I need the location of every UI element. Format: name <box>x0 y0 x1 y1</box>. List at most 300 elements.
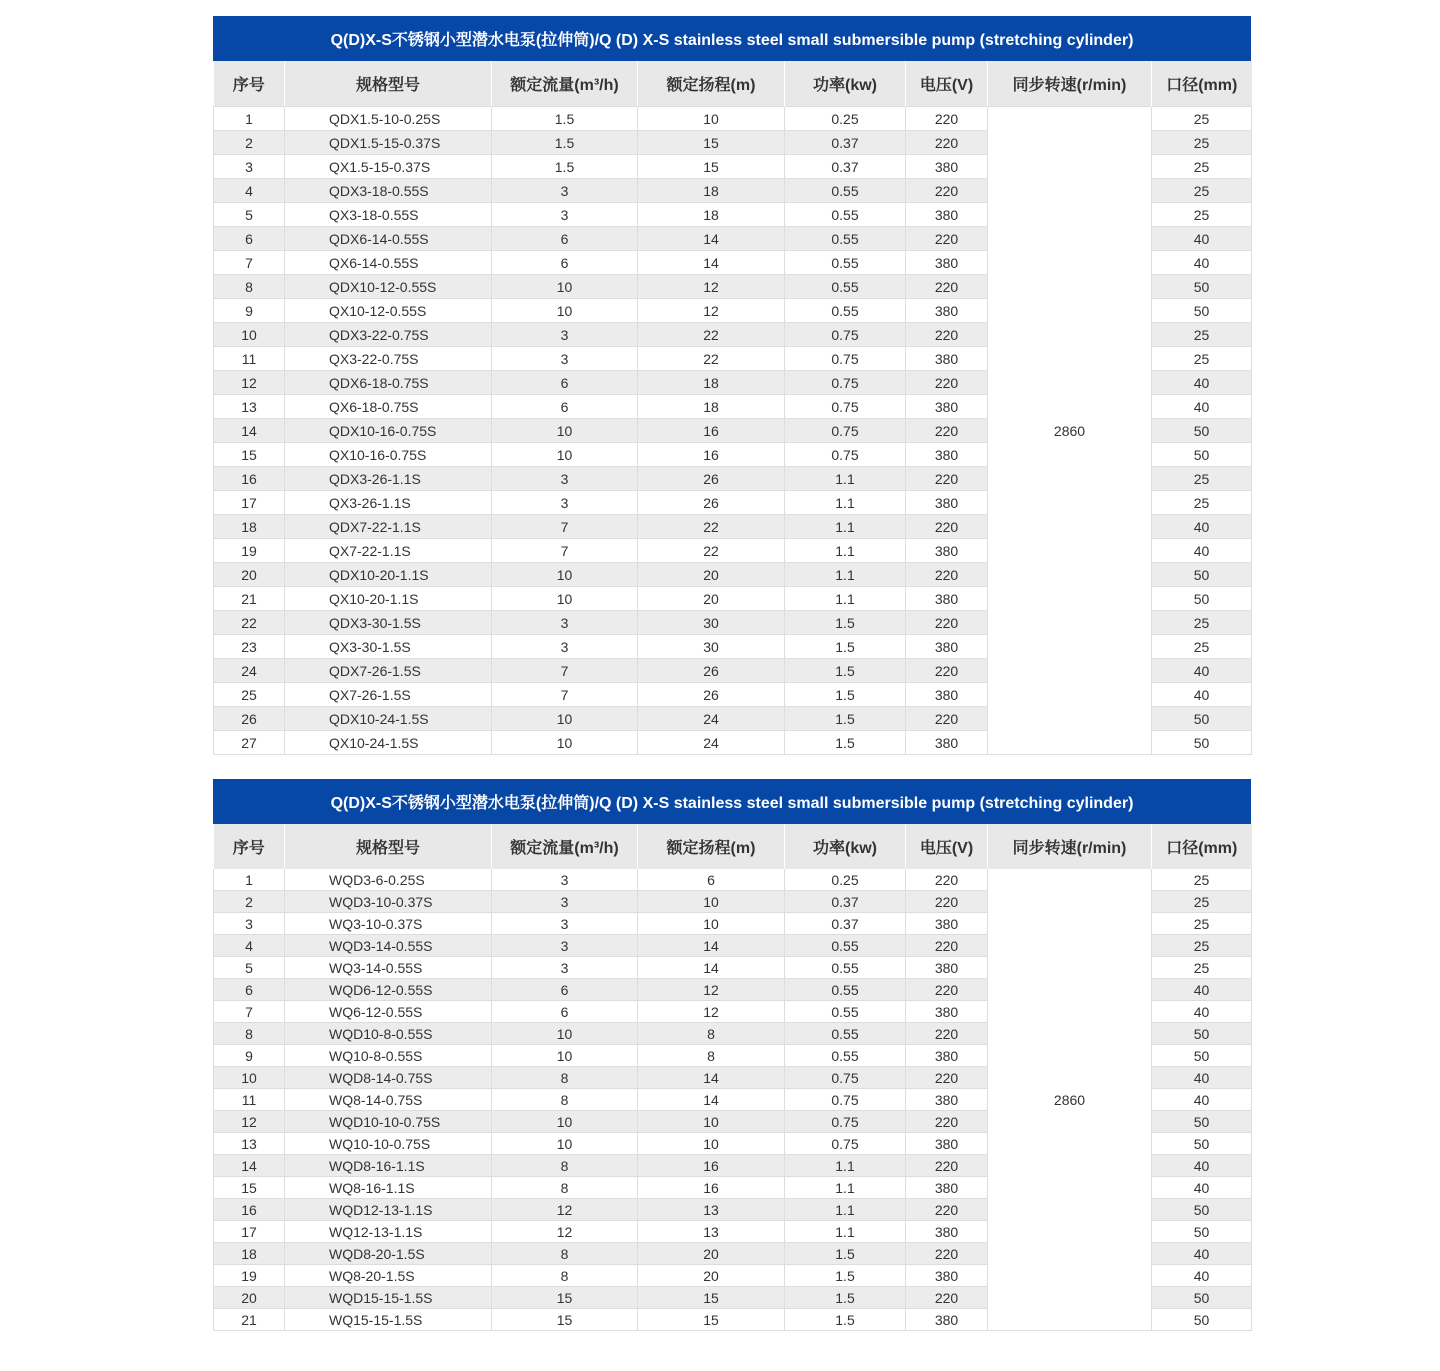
cell-caliber: 40 <box>1152 1067 1252 1089</box>
cell-head: 26 <box>638 683 785 707</box>
cell-power: 0.55 <box>785 227 906 251</box>
spec-table-2 <box>213 779 1251 1331</box>
cell-caliber: 40 <box>1152 1243 1252 1265</box>
cell-head: 20 <box>638 587 785 611</box>
header-cell: 序号 <box>214 61 285 107</box>
cell-head: 26 <box>638 659 785 683</box>
cell-flow: 8 <box>492 1155 638 1177</box>
cell-index: 19 <box>214 1265 285 1287</box>
cell-flow: 8 <box>492 1067 638 1089</box>
cell-index: 24 <box>214 659 285 683</box>
header-cell: 规格型号 <box>285 824 492 869</box>
cell-voltage: 220 <box>906 1155 988 1177</box>
cell-flow: 6 <box>492 251 638 275</box>
header-row <box>214 824 1252 869</box>
cell-caliber: 50 <box>1152 1111 1252 1133</box>
cell-flow: 10 <box>492 419 638 443</box>
cell-index: 8 <box>214 275 285 299</box>
cell-power: 0.37 <box>785 155 906 179</box>
cell-caliber: 50 <box>1152 275 1252 299</box>
cell-power: 0.75 <box>785 395 906 419</box>
cell-flow: 7 <box>492 539 638 563</box>
cell-model: WQ8-20-1.5S <box>285 1265 492 1287</box>
cell-voltage: 380 <box>906 395 988 419</box>
cell-voltage: 380 <box>906 1089 988 1111</box>
cell-model: WQ3-14-0.55S <box>285 957 492 979</box>
cell-flow: 10 <box>492 731 638 755</box>
header-cell: 功率(kw) <box>785 824 906 869</box>
header-cell: 序号 <box>214 824 285 869</box>
cell-model: WQD10-8-0.55S <box>285 1023 492 1045</box>
cell-power: 1.5 <box>785 1243 906 1265</box>
cell-index: 15 <box>214 443 285 467</box>
cell-power: 1.5 <box>785 635 906 659</box>
cell-voltage: 380 <box>906 1265 988 1287</box>
cell-head: 16 <box>638 443 785 467</box>
cell-index: 2 <box>214 891 285 913</box>
cell-index: 1 <box>214 107 285 131</box>
header-cell: 规格型号 <box>285 61 492 107</box>
cell-flow: 8 <box>492 1265 638 1287</box>
cell-head: 24 <box>638 731 785 755</box>
cell-index: 6 <box>214 979 285 1001</box>
cell-flow: 15 <box>492 1287 638 1309</box>
cell-caliber: 50 <box>1152 1221 1252 1243</box>
cell-speed: 2860 <box>988 107 1152 755</box>
table-title: Q(D)X-S不锈钢小型潜水电泵(拉伸筒)/Q (D) X-S stainless steel small submersible pump (stretching cylinder) <box>213 16 1251 61</box>
cell-index: 17 <box>214 1221 285 1243</box>
cell-index: 4 <box>214 935 285 957</box>
cell-index: 3 <box>214 913 285 935</box>
cell-model: WQD8-14-0.75S <box>285 1067 492 1089</box>
cell-model: WQ3-10-0.37S <box>285 913 492 935</box>
cell-caliber: 40 <box>1152 371 1252 395</box>
cell-caliber: 50 <box>1152 1133 1252 1155</box>
cell-model: QDX6-18-0.75S <box>285 371 492 395</box>
cell-index: 18 <box>214 1243 285 1265</box>
cell-power: 1.5 <box>785 1287 906 1309</box>
cell-power: 0.55 <box>785 957 906 979</box>
cell-flow: 10 <box>492 1111 638 1133</box>
cell-index: 10 <box>214 323 285 347</box>
cell-model: WQD3-14-0.55S <box>285 935 492 957</box>
cell-power: 0.55 <box>785 1001 906 1023</box>
cell-voltage: 220 <box>906 419 988 443</box>
cell-voltage: 220 <box>906 1067 988 1089</box>
table-body <box>214 869 1252 1331</box>
cell-caliber: 25 <box>1152 179 1252 203</box>
cell-voltage: 220 <box>906 1023 988 1045</box>
cell-head: 16 <box>638 1155 785 1177</box>
cell-index: 5 <box>214 957 285 979</box>
cell-head: 15 <box>638 1287 785 1309</box>
cell-head: 18 <box>638 371 785 395</box>
cell-caliber: 50 <box>1152 563 1252 587</box>
cell-index: 1 <box>214 869 285 891</box>
cell-index: 14 <box>214 419 285 443</box>
cell-model: QDX6-14-0.55S <box>285 227 492 251</box>
spec-grid <box>213 824 1252 1331</box>
cell-power: 0.25 <box>785 107 906 131</box>
cell-head: 14 <box>638 935 785 957</box>
cell-flow: 3 <box>492 179 638 203</box>
cell-model: QX10-16-0.75S <box>285 443 492 467</box>
cell-voltage: 380 <box>906 957 988 979</box>
cell-head: 8 <box>638 1023 785 1045</box>
cell-power: 1.1 <box>785 515 906 539</box>
cell-flow: 3 <box>492 467 638 491</box>
cell-head: 16 <box>638 1177 785 1199</box>
header-cell: 电压(V) <box>906 824 988 869</box>
cell-caliber: 25 <box>1152 347 1252 371</box>
cell-power: 1.1 <box>785 1221 906 1243</box>
cell-index: 7 <box>214 1001 285 1023</box>
cell-power: 1.5 <box>785 659 906 683</box>
cell-index: 14 <box>214 1155 285 1177</box>
cell-flow: 7 <box>492 659 638 683</box>
cell-voltage: 380 <box>906 1309 988 1331</box>
cell-voltage: 380 <box>906 1177 988 1199</box>
cell-model: QDX7-26-1.5S <box>285 659 492 683</box>
header-cell: 同步转速(r/min) <box>988 824 1152 869</box>
cell-index: 2 <box>214 131 285 155</box>
cell-caliber: 50 <box>1152 587 1252 611</box>
cell-head: 10 <box>638 107 785 131</box>
header-cell: 额定扬程(m) <box>638 824 785 869</box>
cell-power: 1.5 <box>785 731 906 755</box>
cell-power: 0.55 <box>785 275 906 299</box>
cell-index: 3 <box>214 155 285 179</box>
cell-model: WQD6-12-0.55S <box>285 979 492 1001</box>
header-cell: 口径(mm) <box>1152 61 1252 107</box>
cell-power: 1.1 <box>785 1177 906 1199</box>
cell-model: WQ12-13-1.1S <box>285 1221 492 1243</box>
cell-head: 12 <box>638 979 785 1001</box>
cell-model: WQ8-16-1.1S <box>285 1177 492 1199</box>
cell-caliber: 40 <box>1152 1177 1252 1199</box>
cell-caliber: 25 <box>1152 935 1252 957</box>
cell-power: 0.55 <box>785 179 906 203</box>
cell-voltage: 220 <box>906 131 988 155</box>
cell-flow: 6 <box>492 1001 638 1023</box>
cell-index: 27 <box>214 731 285 755</box>
cell-flow: 6 <box>492 371 638 395</box>
cell-model: QDX1.5-15-0.37S <box>285 131 492 155</box>
cell-caliber: 25 <box>1152 203 1252 227</box>
cell-model: WQD3-6-0.25S <box>285 869 492 891</box>
cell-model: QX3-22-0.75S <box>285 347 492 371</box>
cell-model: QX10-24-1.5S <box>285 731 492 755</box>
spec-table-1 <box>213 16 1251 755</box>
spec-grid <box>213 61 1252 755</box>
cell-flow: 3 <box>492 635 638 659</box>
cell-head: 13 <box>638 1221 785 1243</box>
cell-index: 22 <box>214 611 285 635</box>
cell-flow: 1.5 <box>492 131 638 155</box>
cell-power: 1.5 <box>785 1309 906 1331</box>
cell-flow: 3 <box>492 913 638 935</box>
cell-head: 24 <box>638 707 785 731</box>
cell-voltage: 380 <box>906 299 988 323</box>
cell-head: 14 <box>638 251 785 275</box>
cell-index: 15 <box>214 1177 285 1199</box>
cell-head: 18 <box>638 395 785 419</box>
cell-head: 16 <box>638 419 785 443</box>
cell-caliber: 40 <box>1152 1265 1252 1287</box>
cell-head: 12 <box>638 1001 785 1023</box>
cell-caliber: 50 <box>1152 1023 1252 1045</box>
cell-index: 21 <box>214 1309 285 1331</box>
cell-head: 14 <box>638 1067 785 1089</box>
cell-voltage: 220 <box>906 1199 988 1221</box>
cell-index: 18 <box>214 515 285 539</box>
cell-power: 0.55 <box>785 1045 906 1067</box>
cell-voltage: 380 <box>906 1001 988 1023</box>
cell-flow: 3 <box>492 203 638 227</box>
cell-model: WQ10-10-0.75S <box>285 1133 492 1155</box>
cell-model: QX6-14-0.55S <box>285 251 492 275</box>
cell-model: WQD12-13-1.1S <box>285 1199 492 1221</box>
cell-model: QDX7-22-1.1S <box>285 515 492 539</box>
cell-head: 12 <box>638 275 785 299</box>
cell-index: 23 <box>214 635 285 659</box>
cell-caliber: 25 <box>1152 957 1252 979</box>
cell-caliber: 40 <box>1152 1155 1252 1177</box>
cell-voltage: 220 <box>906 869 988 891</box>
header-row <box>214 61 1252 107</box>
cell-power: 1.5 <box>785 1265 906 1287</box>
cell-caliber: 50 <box>1152 731 1252 755</box>
cell-power: 0.75 <box>785 1089 906 1111</box>
cell-model: QX3-30-1.5S <box>285 635 492 659</box>
cell-flow: 8 <box>492 1243 638 1265</box>
cell-caliber: 40 <box>1152 227 1252 251</box>
cell-flow: 10 <box>492 587 638 611</box>
cell-model: QX1.5-15-0.37S <box>285 155 492 179</box>
cell-index: 16 <box>214 1199 285 1221</box>
header-cell: 口径(mm) <box>1152 824 1252 869</box>
cell-flow: 3 <box>492 323 638 347</box>
cell-caliber: 25 <box>1152 155 1252 179</box>
cell-voltage: 380 <box>906 1133 988 1155</box>
cell-index: 20 <box>214 1287 285 1309</box>
cell-voltage: 220 <box>906 179 988 203</box>
cell-voltage: 220 <box>906 227 988 251</box>
cell-head: 10 <box>638 1111 785 1133</box>
cell-index: 25 <box>214 683 285 707</box>
cell-voltage: 380 <box>906 635 988 659</box>
cell-model: QDX10-20-1.1S <box>285 563 492 587</box>
cell-flow: 10 <box>492 563 638 587</box>
cell-index: 19 <box>214 539 285 563</box>
cell-model: WQ15-15-1.5S <box>285 1309 492 1331</box>
cell-voltage: 220 <box>906 371 988 395</box>
cell-index: 11 <box>214 347 285 371</box>
cell-index: 4 <box>214 179 285 203</box>
cell-model: QX6-18-0.75S <box>285 395 492 419</box>
cell-power: 0.55 <box>785 1023 906 1045</box>
cell-flow: 10 <box>492 707 638 731</box>
cell-caliber: 25 <box>1152 131 1252 155</box>
cell-power: 1.1 <box>785 491 906 515</box>
cell-flow: 3 <box>492 491 638 515</box>
cell-head: 15 <box>638 155 785 179</box>
header-cell: 同步转速(r/min) <box>988 61 1152 107</box>
cell-caliber: 50 <box>1152 1199 1252 1221</box>
cell-voltage: 380 <box>906 491 988 515</box>
cell-head: 20 <box>638 1265 785 1287</box>
cell-voltage: 220 <box>906 1287 988 1309</box>
cell-flow: 1.5 <box>492 155 638 179</box>
cell-head: 10 <box>638 1133 785 1155</box>
cell-flow: 7 <box>492 515 638 539</box>
cell-model: QX7-22-1.1S <box>285 539 492 563</box>
cell-head: 15 <box>638 1309 785 1331</box>
cell-voltage: 220 <box>906 979 988 1001</box>
cell-power: 0.55 <box>785 979 906 1001</box>
cell-caliber: 40 <box>1152 515 1252 539</box>
cell-caliber: 50 <box>1152 707 1252 731</box>
cell-index: 13 <box>214 395 285 419</box>
cell-model: QX3-26-1.1S <box>285 491 492 515</box>
header-cell: 额定流量(m³/h) <box>492 61 638 107</box>
cell-model: QX10-12-0.55S <box>285 299 492 323</box>
cell-voltage: 220 <box>906 1243 988 1265</box>
cell-power: 0.55 <box>785 251 906 275</box>
cell-flow: 8 <box>492 1177 638 1199</box>
cell-flow: 6 <box>492 227 638 251</box>
cell-power: 0.75 <box>785 443 906 467</box>
cell-power: 0.75 <box>785 419 906 443</box>
cell-caliber: 50 <box>1152 1287 1252 1309</box>
cell-power: 0.75 <box>785 347 906 371</box>
cell-caliber: 40 <box>1152 659 1252 683</box>
cell-voltage: 380 <box>906 539 988 563</box>
cell-caliber: 40 <box>1152 395 1252 419</box>
cell-power: 0.75 <box>785 1111 906 1133</box>
cell-voltage: 380 <box>906 155 988 179</box>
header-cell: 电压(V) <box>906 61 988 107</box>
cell-model: WQ8-14-0.75S <box>285 1089 492 1111</box>
cell-head: 14 <box>638 227 785 251</box>
table-row <box>214 107 1252 131</box>
cell-power: 1.1 <box>785 1199 906 1221</box>
header-cell: 额定扬程(m) <box>638 61 785 107</box>
cell-caliber: 40 <box>1152 1089 1252 1111</box>
cell-caliber: 50 <box>1152 1045 1252 1067</box>
cell-voltage: 220 <box>906 107 988 131</box>
cell-flow: 10 <box>492 275 638 299</box>
cell-caliber: 25 <box>1152 913 1252 935</box>
cell-voltage: 220 <box>906 611 988 635</box>
cell-model: QDX3-18-0.55S <box>285 179 492 203</box>
cell-voltage: 380 <box>906 347 988 371</box>
cell-model: WQD3-10-0.37S <box>285 891 492 913</box>
cell-model: WQD8-20-1.5S <box>285 1243 492 1265</box>
cell-power: 0.75 <box>785 1067 906 1089</box>
cell-power: 0.37 <box>785 131 906 155</box>
cell-caliber: 40 <box>1152 251 1252 275</box>
cell-flow: 3 <box>492 935 638 957</box>
cell-caliber: 50 <box>1152 419 1252 443</box>
cell-head: 22 <box>638 323 785 347</box>
header-cell: 额定流量(m³/h) <box>492 824 638 869</box>
cell-index: 26 <box>214 707 285 731</box>
cell-voltage: 220 <box>906 659 988 683</box>
cell-model: QDX3-26-1.1S <box>285 467 492 491</box>
cell-flow: 8 <box>492 1089 638 1111</box>
cell-power: 0.75 <box>785 323 906 347</box>
cell-head: 26 <box>638 491 785 515</box>
cell-voltage: 380 <box>906 587 988 611</box>
cell-flow: 12 <box>492 1221 638 1243</box>
cell-index: 5 <box>214 203 285 227</box>
cell-power: 0.75 <box>785 1133 906 1155</box>
cell-head: 30 <box>638 611 785 635</box>
cell-caliber: 25 <box>1152 891 1252 913</box>
cell-power: 1.5 <box>785 707 906 731</box>
cell-caliber: 40 <box>1152 1001 1252 1023</box>
cell-head: 14 <box>638 957 785 979</box>
cell-head: 20 <box>638 1243 785 1265</box>
cell-voltage: 220 <box>906 323 988 347</box>
cell-flow: 6 <box>492 979 638 1001</box>
cell-power: 0.55 <box>785 935 906 957</box>
cell-caliber: 50 <box>1152 443 1252 467</box>
cell-flow: 15 <box>492 1309 638 1331</box>
cell-model: QDX3-30-1.5S <box>285 611 492 635</box>
cell-caliber: 25 <box>1152 635 1252 659</box>
cell-index: 9 <box>214 299 285 323</box>
cell-voltage: 220 <box>906 467 988 491</box>
cell-caliber: 50 <box>1152 299 1252 323</box>
cell-index: 7 <box>214 251 285 275</box>
cell-speed: 2860 <box>988 869 1152 1331</box>
cell-index: 12 <box>214 371 285 395</box>
cell-voltage: 380 <box>906 913 988 935</box>
cell-flow: 3 <box>492 869 638 891</box>
cell-power: 1.1 <box>785 587 906 611</box>
cell-power: 1.5 <box>785 611 906 635</box>
cell-index: 6 <box>214 227 285 251</box>
cell-model: QDX10-24-1.5S <box>285 707 492 731</box>
cell-voltage: 220 <box>906 275 988 299</box>
cell-head: 12 <box>638 299 785 323</box>
cell-voltage: 380 <box>906 731 988 755</box>
table-title: Q(D)X-S不锈钢小型潜水电泵(拉伸筒)/Q (D) X-S stainless steel small submersible pump (stretching cylinder) <box>213 779 1251 824</box>
cell-index: 11 <box>214 1089 285 1111</box>
cell-model: QX10-20-1.1S <box>285 587 492 611</box>
cell-power: 1.5 <box>785 683 906 707</box>
cell-model: QDX3-22-0.75S <box>285 323 492 347</box>
cell-power: 1.1 <box>785 539 906 563</box>
cell-flow: 10 <box>492 299 638 323</box>
cell-voltage: 380 <box>906 1045 988 1067</box>
cell-power: 0.55 <box>785 203 906 227</box>
cell-voltage: 220 <box>906 935 988 957</box>
cell-index: 12 <box>214 1111 285 1133</box>
cell-head: 15 <box>638 131 785 155</box>
cell-head: 22 <box>638 515 785 539</box>
cell-power: 1.1 <box>785 467 906 491</box>
cell-flow: 10 <box>492 1023 638 1045</box>
cell-model: QX7-26-1.5S <box>285 683 492 707</box>
cell-index: 16 <box>214 467 285 491</box>
cell-head: 18 <box>638 203 785 227</box>
cell-index: 10 <box>214 1067 285 1089</box>
cell-index: 21 <box>214 587 285 611</box>
cell-flow: 1.5 <box>492 107 638 131</box>
